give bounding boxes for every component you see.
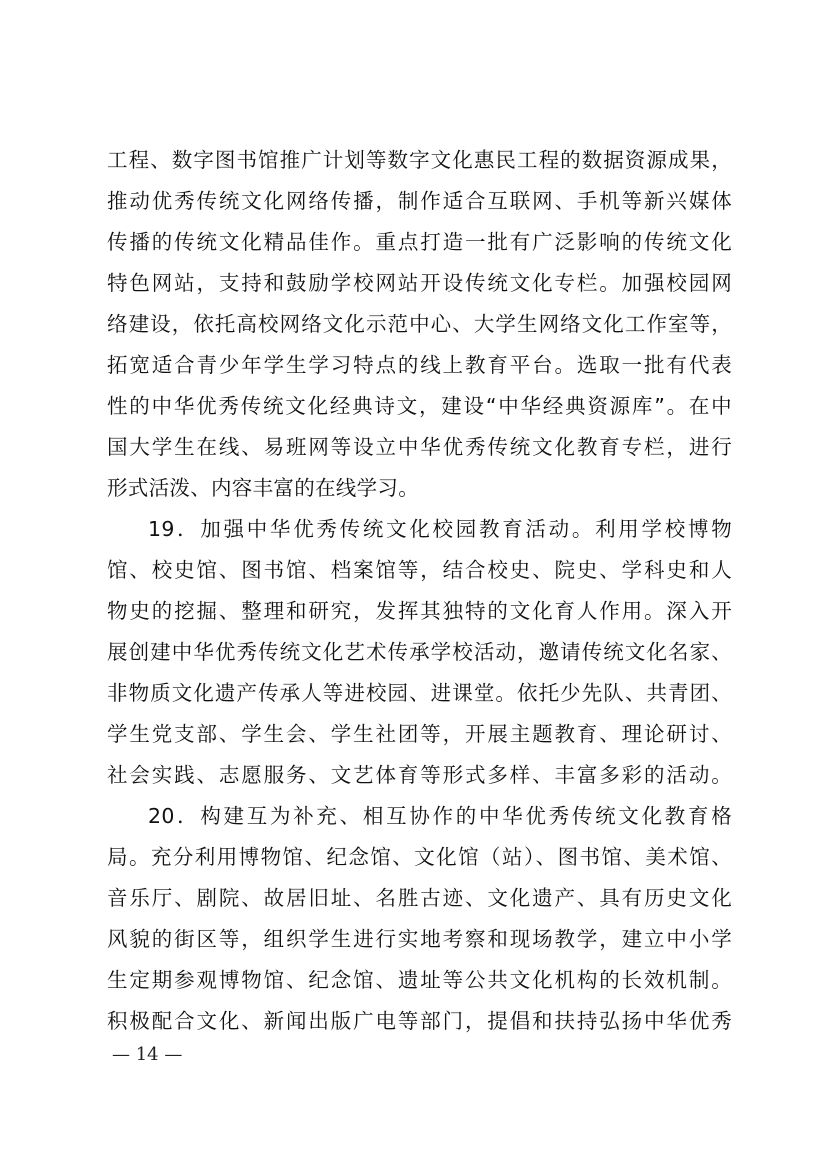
text-line: 国大学生在线、易班网等设立中华优秀传统文化教育专栏，进行 <box>107 435 732 459</box>
text-line: 传播的传统文化精品佳作。重点打造一批有广泛影响的传统文化 <box>107 230 732 254</box>
text-line: 积极配合文化、新闻出版广电等部门，提倡和扶持弘扬中华优秀 <box>107 1009 732 1033</box>
text-line: 非物质文化遗产传承人等进校园、进课堂。依托少先队、共青团、 <box>107 681 732 705</box>
text-line: 展创建中华优秀传统文化艺术传承学校活动，邀请传统文化名家、 <box>107 640 732 664</box>
paragraph-19-heading-line: 19．加强中华优秀传统文化校园教育活动。利用学校博物 <box>148 517 732 541</box>
text-line: 风貌的街区等，组织学生进行实地考察和现场教学，建立中小学 <box>107 927 732 951</box>
text-line: 生定期参观博物馆、纪念馆、遗址等公共文化机构的长效机制。 <box>107 968 732 992</box>
text-line: 性的中华优秀传统文化经典诗文，建设“中华经典资源库”。在中 <box>107 394 732 418</box>
text-line: 学生党支部、学生会、学生社团等，开展主题教育、理论研讨、 <box>107 722 732 746</box>
text-line: 推动优秀传统文化网络传播，制作适合互联网、手机等新兴媒体 <box>107 189 732 213</box>
text-line: 工程、数字图书馆推广计划等数字文化惠民工程的数据资源成果， <box>107 148 732 172</box>
text-line: 拓宽适合青少年学生学习特点的线上教育平台。选取一批有代表 <box>107 353 732 377</box>
text-line: 馆、校史馆、图书馆、档案馆等，结合校史、院史、学科史和人 <box>107 558 732 582</box>
text-line: 物史的挖掘、整理和研究，发挥其独特的文化育人作用。深入开 <box>107 599 732 623</box>
text-line: 特色网站，支持和鼓励学校网站开设传统文化专栏。加强校园网 <box>107 271 732 295</box>
page-number: — 14 — <box>112 1044 183 1065</box>
text-line: 社会实践、志愿服务、文艺体育等形式多样、丰富多彩的活动。 <box>107 763 732 787</box>
paragraph-20-heading-line: 20．构建互为补充、相互协作的中华优秀传统文化教育格 <box>148 804 732 828</box>
text-line: 形式活泼、内容丰富的在线学习。 <box>107 476 419 500</box>
text-line: 局。充分利用博物馆、纪念馆、文化馆（站）、图书馆、美术馆、 <box>107 845 732 869</box>
text-line: 音乐厅、剧院、故居旧址、名胜古迹、文化遗产、具有历史文化 <box>107 886 732 910</box>
text-line: 络建设，依托高校网络文化示范中心、大学生网络文化工作室等， <box>107 312 732 336</box>
